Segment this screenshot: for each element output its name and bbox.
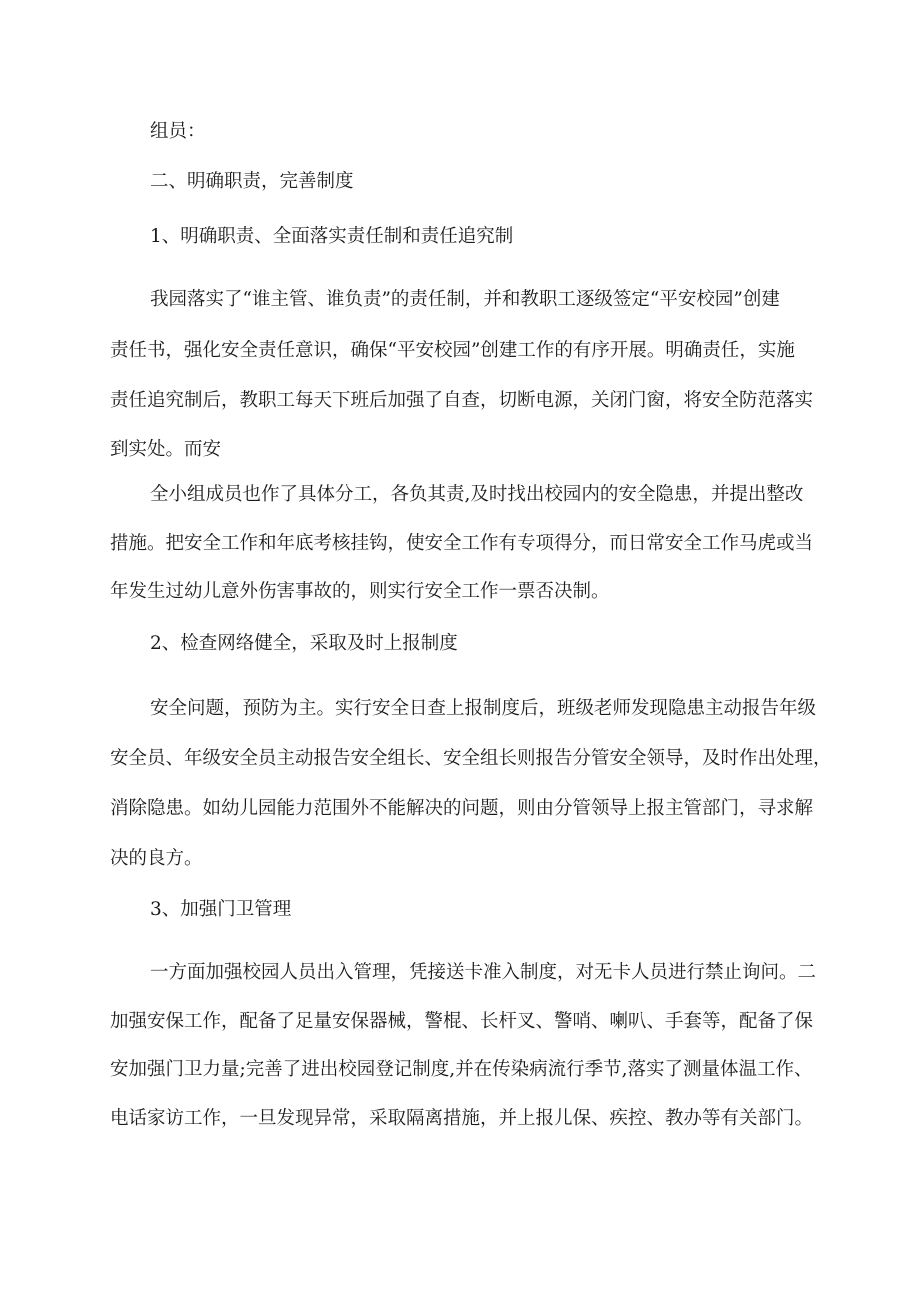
paragraph-line: 电话家访工作，一旦发现异常，采取隔离措施，并上报儿保、疾控、教办等有关部门。 <box>110 1108 814 1129</box>
paragraph-line: 安全问题，预防为主。实行安全日查上报制度后，班级老师发现隐患主动报告年级 <box>150 698 817 719</box>
paragraph-line: 我园落实了“谁主管、谁负责”的责任制，并和教职工逐级签定“平安校园”创建 <box>150 289 780 310</box>
paragraph-line: 加强安保工作，配备了足量安保器械，警棍、长杆叉、警哨、喇叭、手套等，配备了保 <box>110 1011 814 1032</box>
paragraph-line: 一方面加强校园人员出入管理，凭接送卡准入制度，对无卡人员进行禁止询问。二 <box>150 962 817 983</box>
subheading-1: 1、明确职责、全面落实责任制和责任追究制 <box>150 226 514 247</box>
paragraph-line: 年发生过幼儿意外伤害事故的，则实行安全工作一票否决制。 <box>110 581 610 602</box>
paragraph-line: 措施。把安全工作和年底考核挂钩，使安全工作有专项得分，而日常安全工作马虎或当 <box>110 533 814 554</box>
paragraph-line: 责任追究制后，教职工每天下班后加强了自查，切断电源，关闭门窗，将安全防范落实 <box>110 390 814 411</box>
paragraph-line: 安加强门卫力量;完善了进出校园登记制度,并在传染病流行季节,落实了测量体温工作、 <box>110 1059 813 1080</box>
paragraph-line: 决的良方。 <box>110 848 203 869</box>
paragraph-line: 责任书，强化安全责任意识，确保“平安校园”创建工作的有序开展。明确责任，实施 <box>110 340 795 361</box>
paragraph-line: 到实处。而安 <box>110 439 222 460</box>
subheading-2: 2、检查网络健全，采取及时上报制度 <box>150 633 458 654</box>
paragraph-line: 全小组成员也作了具体分工，各负其责,及时找出校园内的安全隐患，并提出整改 <box>150 484 804 505</box>
subheading-3: 3、加强门卫管理 <box>150 899 292 920</box>
paragraph-line: 安全员、年级安全员主动报告安全组长、安全组长则报告分管安全领导，及时作出处理， <box>110 748 832 769</box>
label-members: 组员： <box>150 121 206 142</box>
section-heading-2: 二、明确职责，完善制度 <box>150 171 354 192</box>
paragraph-line: 消除隐患。如幼儿园能力范围外不能解决的问题，则由分管领导上报主管部门，寻求解 <box>110 798 814 819</box>
